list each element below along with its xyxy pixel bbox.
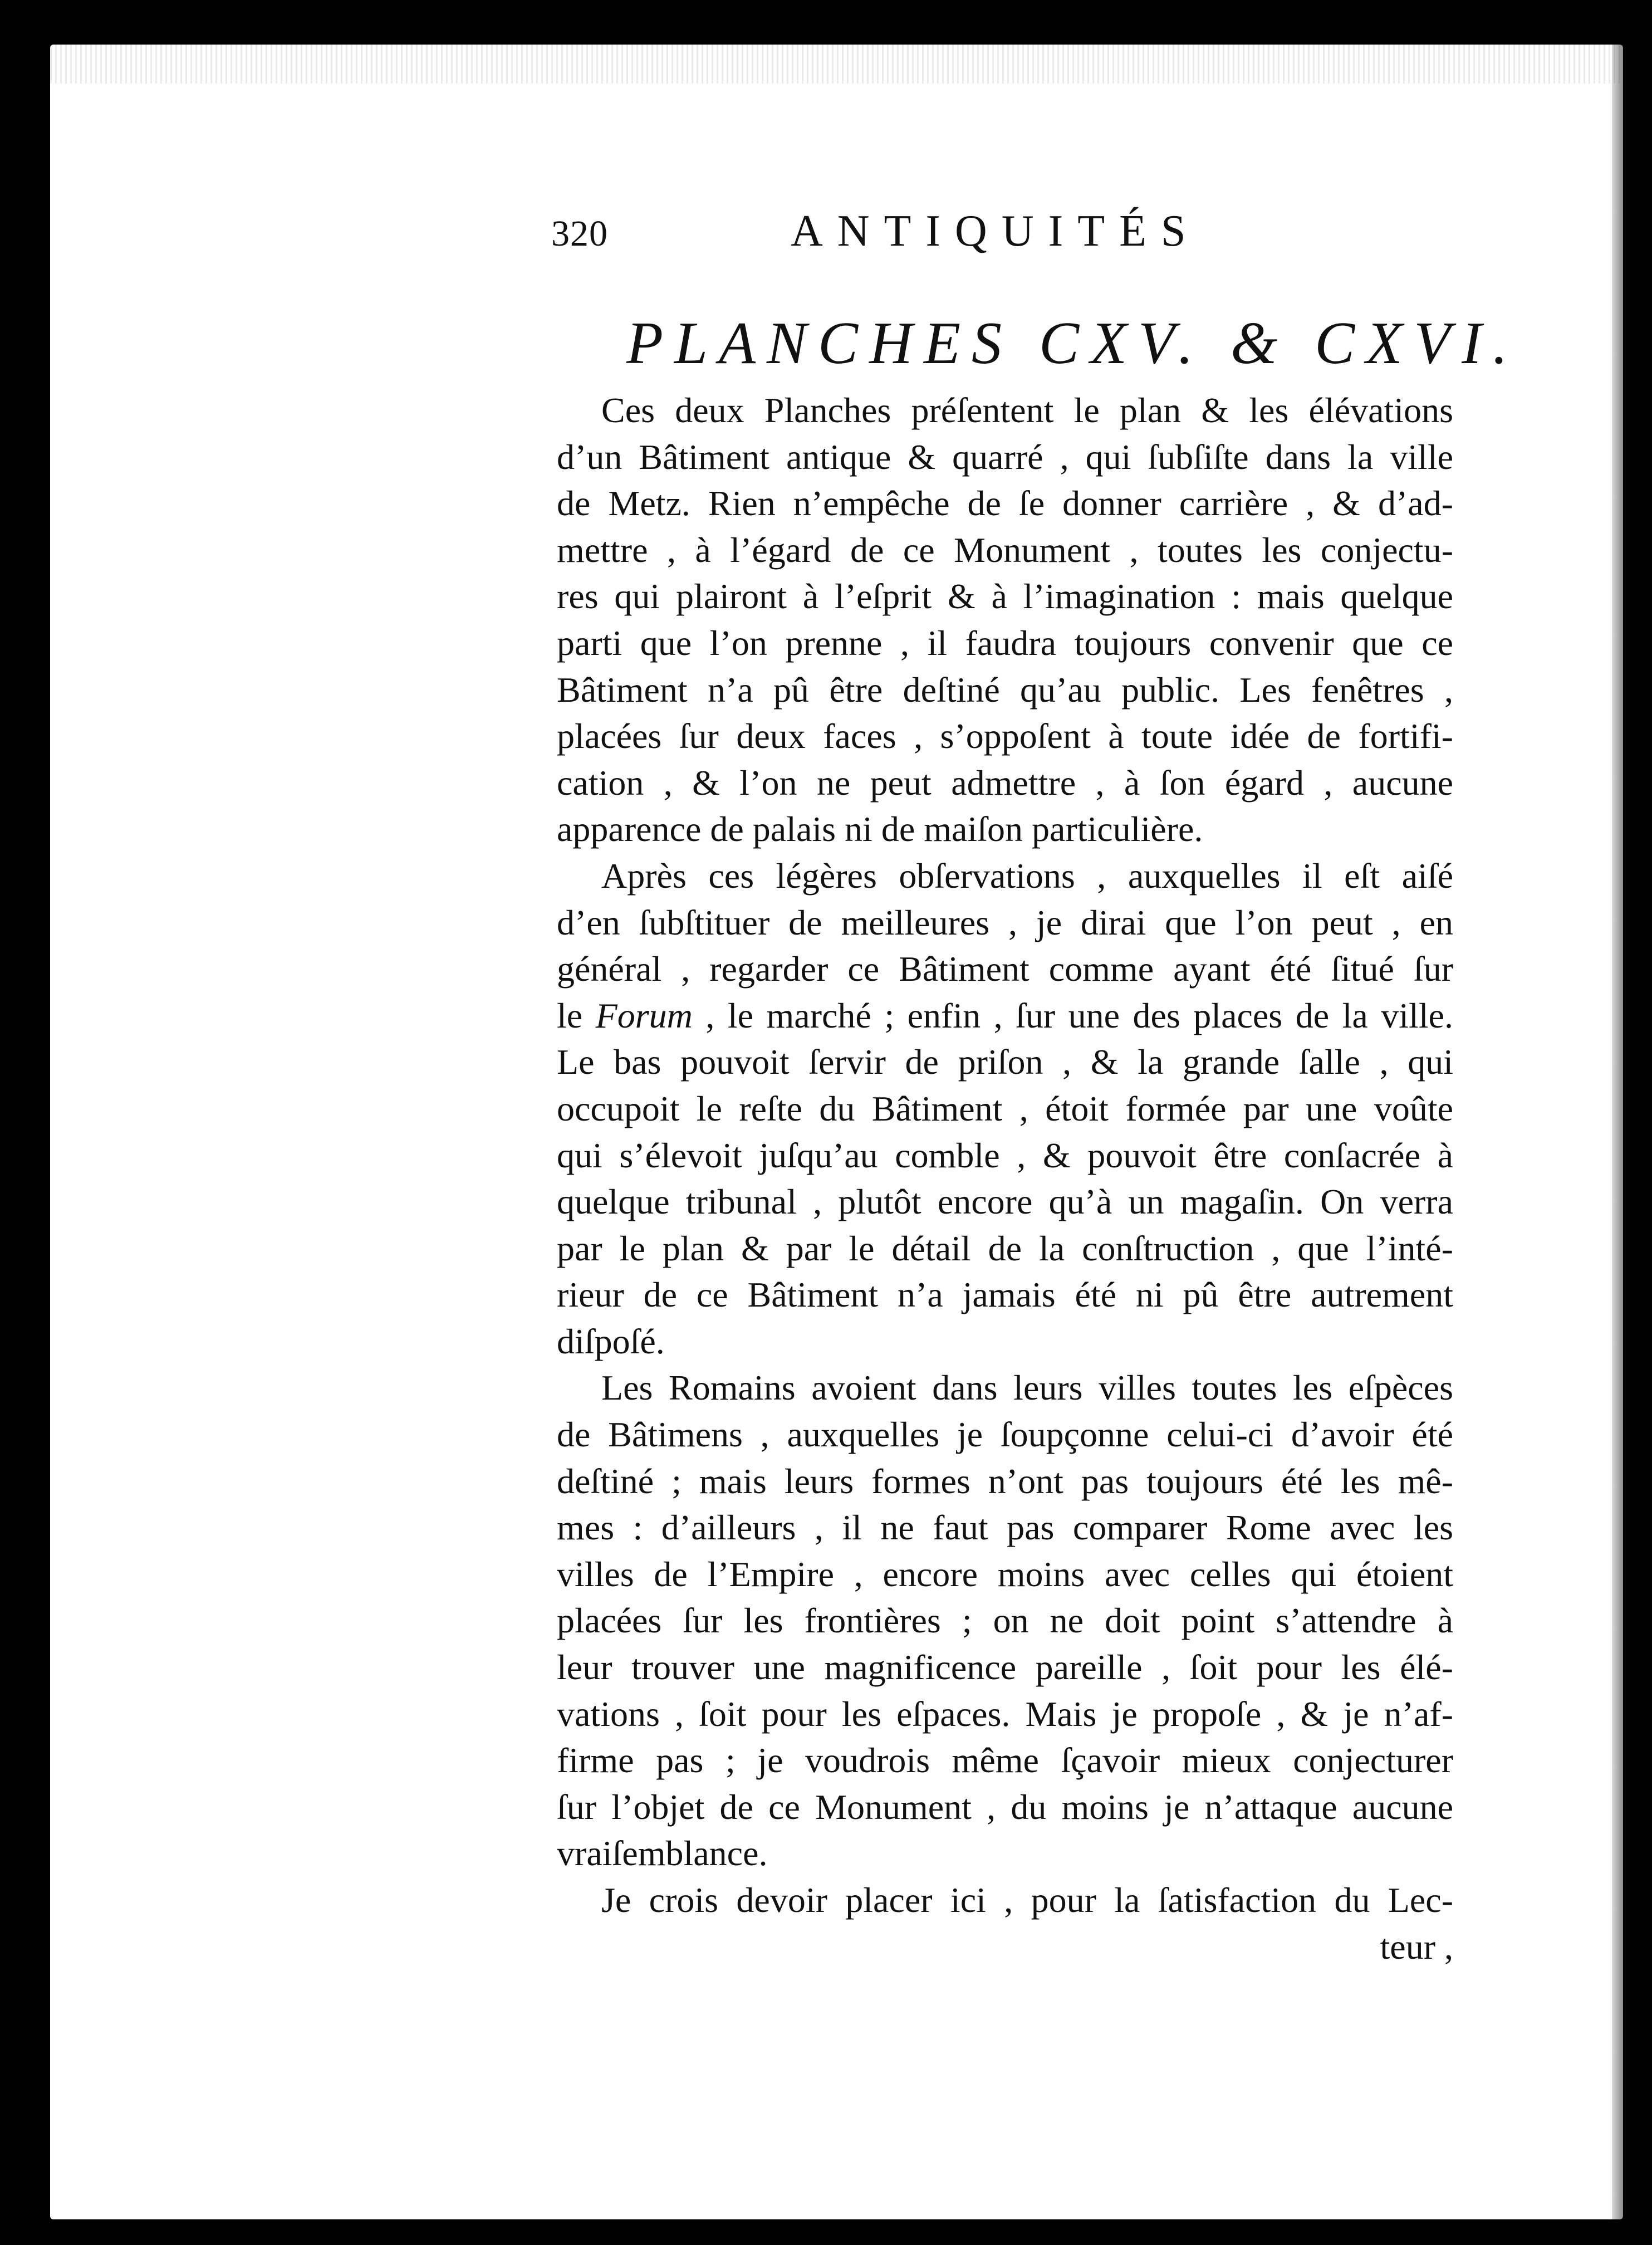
text-line: mes : d’ailleurs , il ne faut pas comparer Rome avec les	[557, 1508, 1453, 1548]
text-line: diſpoſé.	[557, 1321, 665, 1361]
catchword: teur ,	[1380, 1926, 1453, 1967]
text-line: placées ſur deux faces , s’oppoſent à toute idée de fortifi-	[557, 716, 1453, 756]
text-line: Ces deux Planches préſentent le plan & les élévations	[601, 390, 1453, 430]
text-line: vraiſemblance.	[557, 1833, 768, 1874]
text-line: d’en ſubſtituer de meilleures , je dirai que l’on peut , en	[557, 902, 1453, 942]
text-line: parti que l’on prenne , il faudra toujours convenir que ce	[557, 623, 1453, 663]
text-line: quelque tribunal , plutôt encore qu’à un magaſin. On verra	[557, 1182, 1453, 1222]
text-line: placées ſur les frontières ; on ne doit point s’attendre à	[557, 1601, 1453, 1641]
text-line: cation , & l’on ne peut admettre , à ſon égard , aucune	[557, 762, 1453, 803]
text-line: villes de l’Empire , encore moins avec celles qui étoient	[557, 1554, 1453, 1594]
text-line: le Forum , le marché ; enfin , ſur une des places de la ville.	[557, 995, 1453, 1035]
text-line: vations , ſoit pour les eſpaces. Mais je propoſe , & je n’af-	[557, 1694, 1453, 1734]
text-line: res qui plairont à l’eſprit & à l’imagination : mais quelque	[557, 576, 1453, 617]
text-line: Après ces légères obſervations , auxquelles il eſt aiſé	[601, 855, 1453, 896]
running-title: ANTIQUITÉS	[791, 207, 1200, 256]
text-line: rieur de ce Bâtiment n’a jamais été ni pû être autrement	[557, 1275, 1453, 1315]
page-header	[551, 206, 1487, 267]
text-line: Les Romains avoient dans leurs villes toutes les eſpèces	[601, 1368, 1453, 1408]
text-line: Bâtiment n’a pû être deſtiné qu’au public. Les fenêtres ,	[557, 669, 1453, 710]
text-line: mettre , à l’égard de ce Monument , toutes les conjectu-	[557, 530, 1453, 570]
text-line: apparence de palais ni de maiſon particulière.	[557, 809, 1203, 849]
text-line: d’un Bâtiment antique & quarré , qui ſubſiſte dans la ville	[557, 437, 1453, 477]
body-text	[557, 387, 1453, 1970]
text-line: leur trouver une magnificence pareille , ſoit pour les élé-	[557, 1647, 1453, 1688]
text-line: de Bâtimens , auxquelles je ſoupçonne celui-ci d’avoir été	[557, 1415, 1453, 1455]
text-line: ſur l’objet de ce Monument , du moins je n’attaque aucune	[557, 1787, 1453, 1827]
text-line: occupoit le reſte du Bâtiment , étoit formée par une voûte	[557, 1088, 1453, 1128]
italic-word: Forum	[595, 995, 693, 1035]
text-line: Je crois devoir placer ici , pour la ſatisfaction du Lec-	[601, 1880, 1453, 1920]
text-line: qui s’élevoit juſqu’au comble , & pouvoit être conſacrée à	[557, 1135, 1453, 1175]
section-title: PLANCHES CXV. & CXVI.	[626, 310, 1519, 376]
text-line: de Metz. Rien n’empêche de ſe donner carrière , & d’ad-	[557, 483, 1453, 524]
page-number: 320	[551, 213, 608, 254]
text-line: firme pas ; je voudrois même ſçavoir mieux conjecturer	[557, 1740, 1453, 1781]
page-edge-shadow	[1612, 45, 1623, 2219]
text-line: général , regarder ce Bâtiment comme ayant été ſitué ſur	[557, 949, 1453, 989]
text-line: deſtiné ; mais leurs formes n’ont pas toujours été les mê-	[557, 1461, 1453, 1501]
text-line: Le bas pouvoit ſervir de priſon , & la grande ſalle , qui	[557, 1042, 1453, 1082]
text-line: par le plan & par le détail de la conſtruction , que l’inté-	[557, 1228, 1453, 1268]
